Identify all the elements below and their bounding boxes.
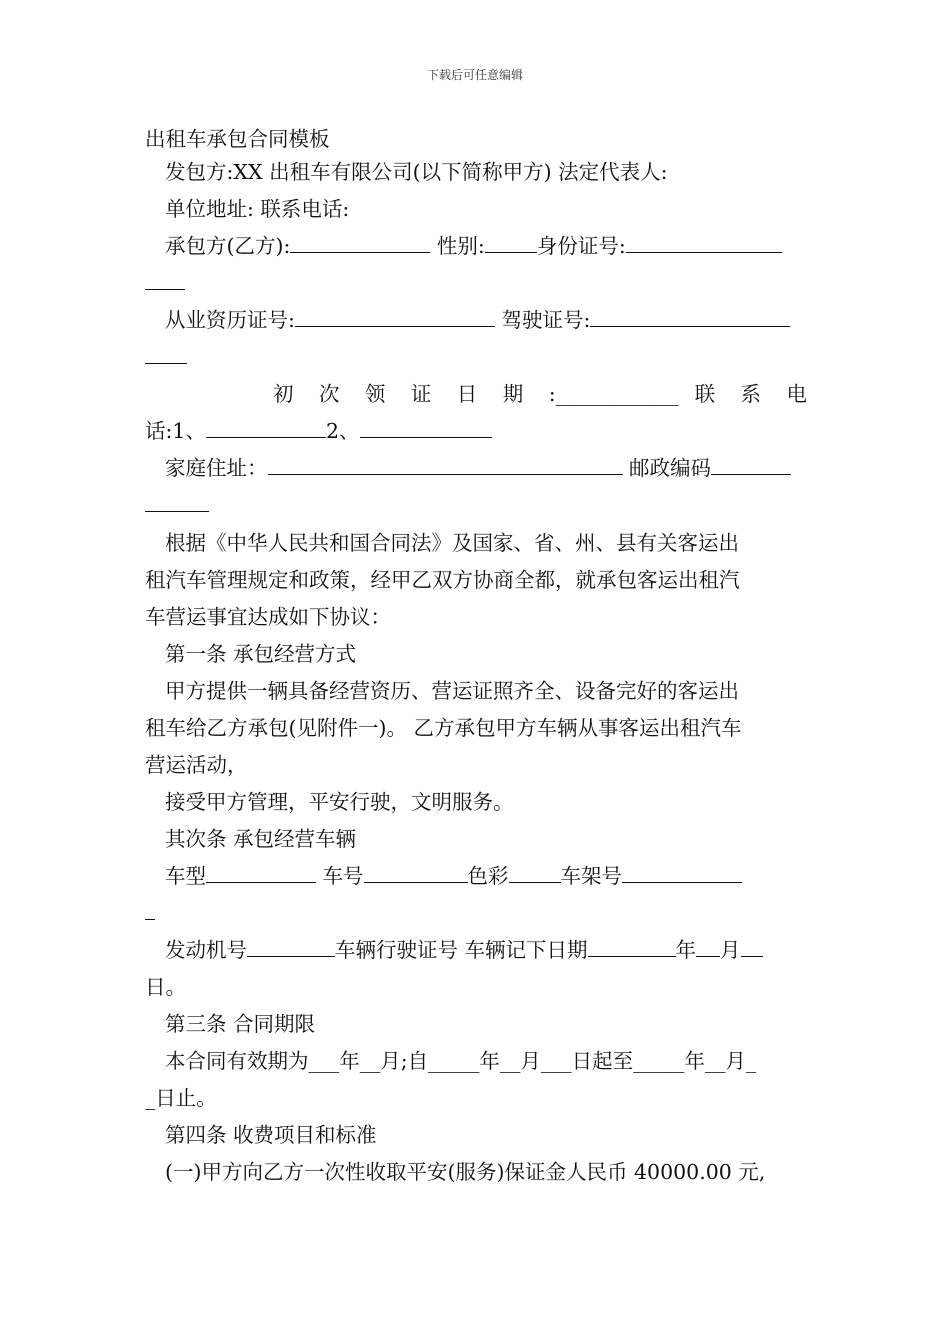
blank-field: [590, 306, 790, 327]
paragraph-line: 营运活动，: [145, 753, 248, 777]
blank-field: [206, 862, 316, 883]
article-3-heading: 第三条 合同期限: [165, 1012, 316, 1036]
paragraph-line: 甲方提供一辆具备经营资历、营运证照齐全、设备完好的客运出: [165, 679, 739, 703]
blank-field: [295, 306, 495, 327]
blank-field: [206, 417, 326, 438]
blank-field: [145, 269, 185, 290]
blank-field: [509, 862, 561, 883]
address-line: 单位地址: 联系电话:: [165, 197, 350, 221]
blank-field: [622, 862, 742, 883]
article-1-heading: 第一条 承包经营方式: [165, 642, 357, 666]
blank-field: [626, 232, 782, 253]
blank-field: [711, 454, 791, 475]
first-license-date-line: 初 次 领 证 日 期 :____________ 联 系 电: [273, 382, 807, 406]
paragraph-line: 接受甲方管理，平安行驶，文明服务。: [165, 790, 514, 814]
blank-field: [145, 899, 155, 920]
label: 承包方(乙方):: [165, 234, 291, 258]
term-line: 本合同有效期为___年__月;自_____年__月___日起至_____年__月_: [165, 1049, 757, 1073]
document-title: 出租车承包合同模板: [145, 127, 330, 151]
blank-field: [268, 454, 623, 475]
wrap-line: [145, 490, 209, 520]
blank-field: [145, 343, 187, 364]
term-line: _日止。: [145, 1086, 217, 1110]
page-header-note: 下载后可任意编辑: [426, 68, 523, 82]
label: 年: [675, 938, 697, 962]
blank-field: [696, 936, 720, 957]
label: 性别:: [430, 234, 485, 258]
party-a-line: 发包方:XX 出租车有限公司(以下简称甲方) 法定代表人:: [165, 160, 668, 184]
label: 驾驶证号:: [494, 308, 591, 332]
party-b-line: [165, 231, 782, 261]
paragraph-line: 车营运事宜达成如下协议：: [145, 605, 391, 629]
blank-field: [364, 862, 468, 883]
engine-line: [165, 935, 763, 965]
blank-field: [145, 491, 209, 512]
wrap-line: [145, 268, 185, 298]
vehicle-line: [165, 861, 742, 891]
label: 话:1、: [145, 419, 206, 443]
label: 车辆行驶证号 车辆记下日期: [335, 938, 588, 962]
license-line: [165, 305, 790, 335]
label: 车型: [165, 864, 206, 888]
wrap-line: [145, 898, 155, 928]
article-2-heading: 其次条 承包经营车辆: [165, 827, 357, 851]
label: 发动机号: [165, 938, 247, 962]
home-address-line: [165, 453, 791, 483]
phone-line: [145, 416, 492, 446]
paragraph-line: 根据《中华人民共和国合同法》及国家、省、州、县有关客运出: [165, 531, 739, 555]
fee-line: (一)甲方向乙方一次性收取平安(服务)保证金人民币 40000.00 元,: [165, 1160, 766, 1184]
blank-field: [247, 936, 335, 957]
article-4-heading: 第四条 收费项目和标准: [165, 1123, 377, 1147]
blank-field: [360, 417, 492, 438]
blank-field: [588, 936, 676, 957]
blank-field: [485, 232, 537, 253]
label: 车架号: [560, 864, 623, 888]
label: 从业资历证号:: [165, 308, 295, 332]
wrap-line: [145, 342, 187, 372]
label: 邮政编码: [622, 456, 712, 480]
label: 月: [720, 938, 741, 962]
label: 车号: [316, 864, 364, 888]
label: 身份证号:: [536, 234, 626, 258]
label: 家庭住址：: [165, 456, 268, 480]
paragraph-line: 租车给乙方承包(见附件一)。 乙方承包甲方车辆从事客运出租汽车: [145, 716, 742, 740]
label: 色彩: [467, 864, 509, 888]
blank-field: [741, 936, 763, 957]
paragraph-line: 租汽车管理规定和政策，经甲乙双方协商全都，就承包客运出租汽: [145, 568, 740, 592]
blank-field: [290, 232, 430, 253]
label: 2、: [325, 419, 360, 443]
paragraph-line: 日。: [145, 975, 186, 999]
